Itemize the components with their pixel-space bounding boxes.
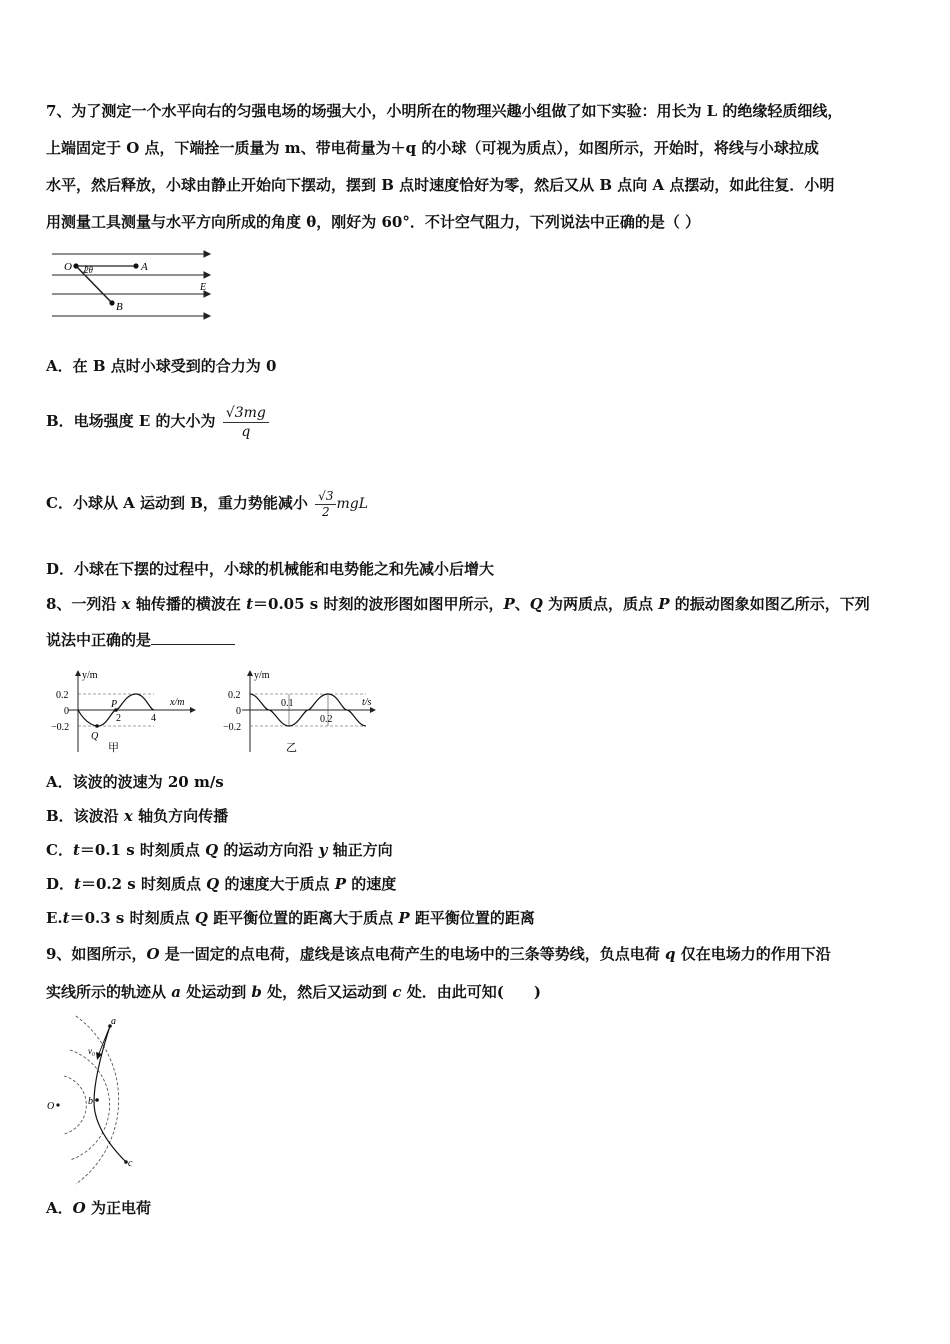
q8-line-1: 8、一列沿 x 轴传播的横波在 t＝0.05 s 时刻的波形图如图甲所示，P、Q 为两质点，质点 P 的振动图象如图乙所示，下列	[46, 595, 870, 613]
q8-jia-xlabel: x/m	[170, 697, 185, 708]
q8-graph-jia	[46, 668, 206, 760]
q8-jia-caption: 甲	[108, 742, 119, 754]
q8-jia-xtick: 2	[116, 713, 121, 724]
q7-label-b: B	[116, 301, 123, 313]
q8-jia-label-q: Q	[91, 731, 99, 742]
q8-yi-xlabel: t/s	[362, 697, 372, 708]
q9-figure	[44, 1012, 164, 1188]
q7-line-3: 水平，然后释放，小球由静止开始向下摆动，摆到 B 点时速度恰好为零，然后又从 B 点向 A 点摆动，如此往复．小明	[46, 176, 835, 194]
q7-option-b-text: B．电场强度 E 的大小为	[46, 412, 216, 430]
q8-yi-ytick: −0.2	[223, 722, 242, 733]
q7-figure	[46, 246, 216, 324]
q7-option-b	[46, 403, 269, 441]
q9-label-c: c	[128, 1158, 133, 1169]
q9-label-a: a	[111, 1016, 116, 1027]
q7-line-1: 7、为了测定一个水平向右的匀强电场的场强大小，小明所在的物理兴趣小组做了如下实验：用长为 L 的绝缘轻质细线，	[46, 102, 843, 120]
q7-option-b-denominator: q	[241, 423, 251, 440]
q7-label-e: E	[200, 282, 207, 293]
q8-graph-yi	[222, 668, 382, 760]
q7-line-2: 上端固定于 O 点，下端拴一质量为 m、带电荷量为＋q 的小球（可视为质点），如图所示，开始时，将线与小球拉成	[46, 139, 819, 157]
q8-yi-ylabel: y/m	[254, 670, 270, 681]
q8-option-b: B．该波沿 x 轴负方向传播	[46, 807, 229, 825]
q9-line-1: 9、如图所示，O 是一固定的点电荷，虚线是该点电荷产生的电场中的三条等势线，负点电荷 q 仅在电场力的作用下沿	[46, 945, 831, 963]
q8-option-c: C．t＝0.1 s 时刻质点 Q 的运动方向沿 y 轴正方向	[46, 841, 393, 859]
q7-option-c-fraction	[315, 489, 336, 520]
q7-label-a: A	[141, 261, 148, 273]
q9-option-a: A．O 为正电荷	[46, 1199, 151, 1217]
q8-yi-caption: 乙	[286, 742, 297, 754]
q8-line-2: 说法中正确的是	[46, 622, 235, 659]
q8-option-e: E.t＝0.3 s 时刻质点 Q 距平衡位置的距离大于质点 P 距平衡位置的距离	[46, 909, 535, 927]
q8-yi-xtick: 0.1	[281, 698, 294, 709]
q8-jia-ylabel: y/m	[82, 670, 98, 681]
q8-yi-ytick: 0	[236, 706, 241, 717]
q7-label-angle: 2θ	[84, 265, 93, 275]
q8-option-d: D．t＝0.2 s 时刻质点 Q 的速度大于质点 P 的速度	[46, 875, 397, 893]
q7-option-b-fraction	[223, 404, 269, 441]
q7-option-a: A．在 B 点时小球受到的合力为 0	[46, 357, 277, 375]
q8-yi-ytick: 0.2	[228, 690, 241, 701]
q8-option-a: A．该波的波速为 20 m/s	[46, 773, 224, 791]
q8-jia-label-p: P	[111, 699, 118, 710]
q8-jia-ytick: 0.2	[56, 690, 69, 701]
answer-blank	[151, 630, 235, 645]
q8-jia-xtick: 4	[151, 713, 156, 724]
q7-option-b-numerator: √3mg	[223, 404, 269, 423]
q8-jia-ytick: −0.2	[51, 722, 70, 733]
q8-yi-xtick: 0.2	[320, 714, 333, 725]
q7-option-c	[46, 485, 368, 523]
q7-option-c-text: C．小球从 A 运动到 B，重力势能减小	[46, 494, 308, 512]
q7-line-4: 用测量工具测量与水平方向所成的角度 θ，刚好为 60°．不计空气阻力，下列说法中正确的是（ ）	[46, 213, 701, 231]
q9-line-2: 实线所示的轨迹从 a 处运动到 b 处，然后又运动到 c 处．由此可知( )	[46, 983, 541, 1001]
q9-label-v0: v₀	[88, 1046, 96, 1056]
q8-jia-ytick: 0	[64, 706, 69, 717]
q7-option-c-denominator: 2	[321, 504, 330, 519]
q9-label-b: b	[88, 1096, 93, 1107]
q7-label-o: O	[64, 261, 72, 273]
q9-label-o: O	[47, 1101, 55, 1112]
q7-option-c-tail: mgL	[336, 496, 368, 512]
q7-option-d: D．小球在下摆的过程中，小球的机械能和电势能之和先减小后增大	[46, 560, 495, 578]
q7-option-c-numerator: √3	[315, 489, 336, 505]
